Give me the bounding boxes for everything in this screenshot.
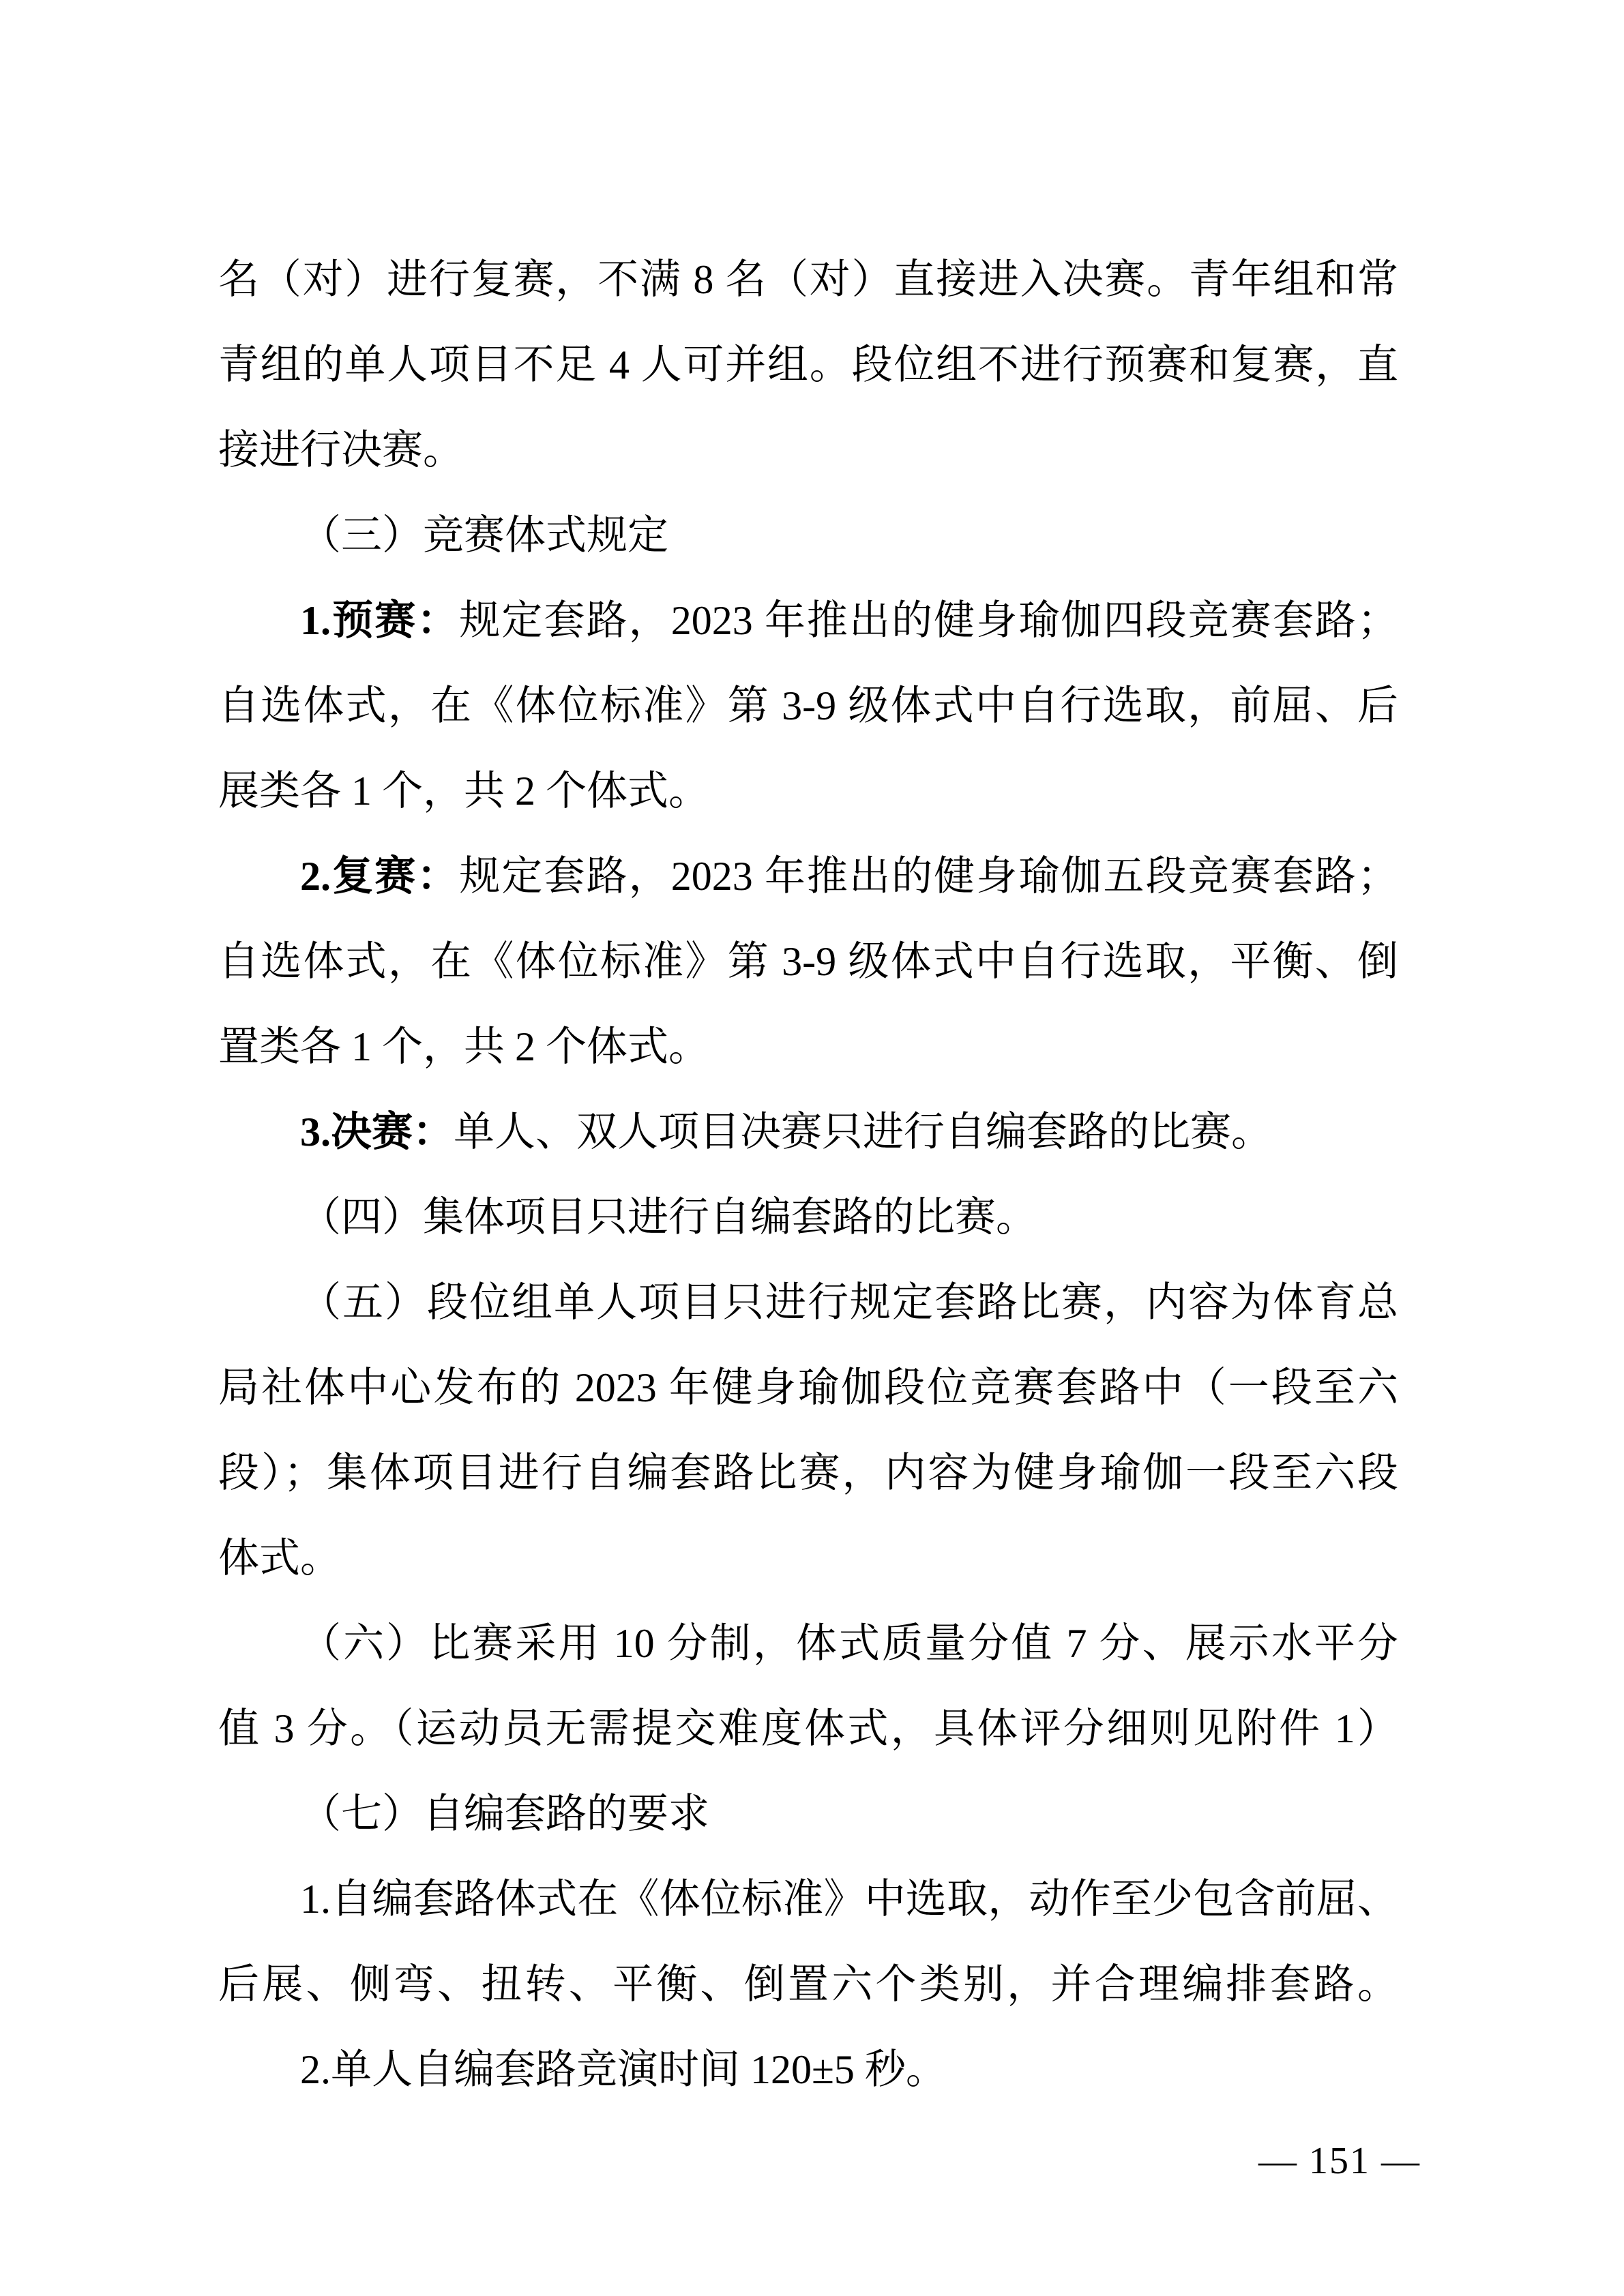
text-line: [218, 1090, 1398, 1175]
bold-run: 1.预赛：: [300, 598, 460, 643]
bold-run: 3.决赛：: [300, 1109, 454, 1154]
text-line: 体式。: [218, 1536, 341, 1581]
text-line: 后展、侧弯、扭转、平衡、倒置六个类别，并合理编排套路。: [218, 1962, 1398, 2007]
text-line: 接进行决赛。: [218, 428, 464, 473]
text-line: [218, 834, 1398, 919]
page-number: — 151 —: [1258, 2140, 1421, 2182]
text-line: （五）段位组单人项目只进行规定套路比赛，内容为体育总: [300, 1280, 1398, 1325]
text-line: 名（对）进行复赛，不满 8 名（对）直接进入决赛。青年组和常: [218, 257, 1398, 302]
text-run: 规定套路，2023 年推出的健身瑜伽四段竞赛套路；: [459, 598, 1399, 643]
text-run: 单人、双人项目决赛只进行自编套路的比赛。: [454, 1109, 1272, 1154]
text-line: 值 3 分。（运动员无需提交难度体式，具体评分细则见附件 1）: [218, 1706, 1398, 1751]
text-line: 自选体式，在《体位标准》第 3-9 级体式中自行选取，前屈、后: [218, 683, 1398, 728]
text-line: （四）集体项目只进行自编套路的比赛。: [300, 1195, 1037, 1240]
text-line: 展类各 1 个，共 2 个体式。: [218, 769, 709, 814]
section-heading: （三）竞赛体式规定: [300, 513, 668, 558]
bold-run: 2.复赛：: [300, 854, 460, 899]
body-text: [218, 237, 1398, 2113]
text-line: 2.单人自编套路竞演时间 120±5 秒。: [300, 2047, 947, 2092]
text-line: 段）；集体项目进行自编套路比赛，内容为健身瑜伽一段至六段: [218, 1450, 1398, 1495]
text-line: 自选体式，在《体位标准》第 3-9 级体式中自行选取，平衡、倒: [218, 939, 1398, 984]
text-line: [218, 578, 1398, 664]
text-line: 置类各 1 个，共 2 个体式。: [218, 1024, 709, 1069]
text-line: （六）比赛采用 10 分制，体式质量分值 7 分、展示水平分: [300, 1621, 1398, 1666]
text-line: 青组的单人项目不足 4 人可并组。段位组不进行预赛和复赛，直: [218, 342, 1398, 387]
text-line: 1.自编套路体式在《体位标准》中选取，动作至少包含前屈、: [300, 1877, 1398, 1922]
section-heading: （七）自编套路的要求: [300, 1791, 709, 1836]
text-line: 局社体中心发布的 2023 年健身瑜伽段位竞赛套路中（一段至六: [218, 1365, 1398, 1410]
text-run: 规定套路，2023 年推出的健身瑜伽五段竞赛套路；: [459, 854, 1399, 899]
